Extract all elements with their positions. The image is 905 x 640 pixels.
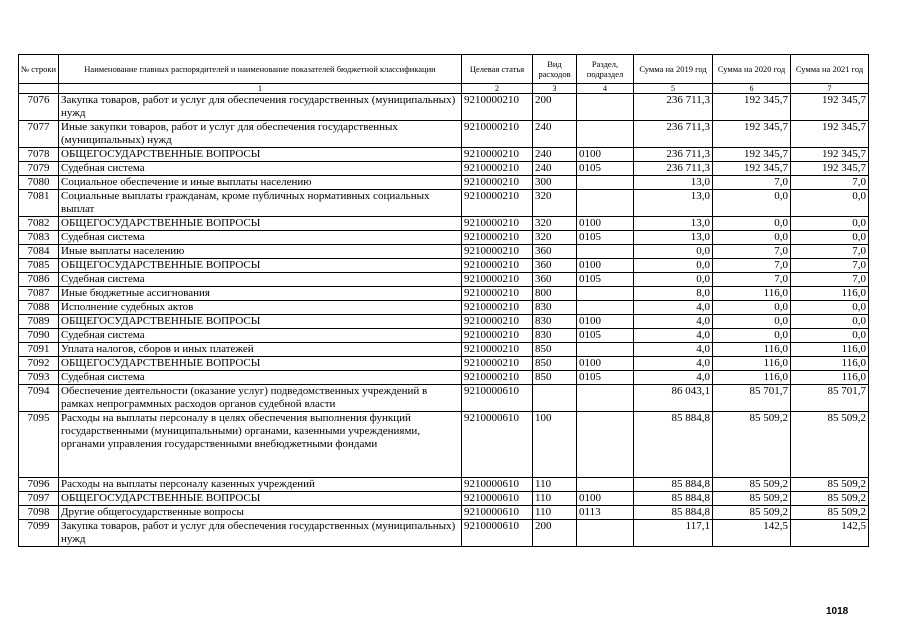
row-target-code: 9210000610 xyxy=(462,520,533,547)
table-row xyxy=(19,506,869,520)
row-expense-type: 240 xyxy=(533,162,577,176)
row-sum-2021: 116,0 xyxy=(791,371,869,385)
row-number: 7077 xyxy=(19,121,59,148)
row-number: 7087 xyxy=(19,287,59,301)
row-sum-2021: 116,0 xyxy=(791,357,869,371)
column-number: 6 xyxy=(713,84,791,94)
row-target-code: 9210000210 xyxy=(462,343,533,357)
row-sum-2021: 192 345,7 xyxy=(791,148,869,162)
row-sum-2021: 85 509,2 xyxy=(791,478,869,492)
row-name: Закупка товаров, работ и услуг для обеспечения государственных (муниципальных) нужд xyxy=(59,94,462,121)
row-sum-2019: 4,0 xyxy=(634,301,713,315)
row-expense-type: 360 xyxy=(533,273,577,287)
row-sum-2020: 116,0 xyxy=(713,357,791,371)
table-row xyxy=(19,412,869,478)
row-name: Расходы на выплаты персоналу в целях обеспечения выполнения функций государственными (муниципальными) органами, казенными учреждениями, органами управления государственными внебюджетными фондами xyxy=(59,412,462,478)
row-section xyxy=(577,176,634,190)
row-sum-2021: 85 509,2 xyxy=(791,412,869,478)
row-number: 7094 xyxy=(19,385,59,412)
table-row xyxy=(19,190,869,217)
row-section xyxy=(577,520,634,547)
row-target-code: 9210000610 xyxy=(462,478,533,492)
row-name: ОБЩЕГОСУДАРСТВЕННЫЕ ВОПРОСЫ xyxy=(59,259,462,273)
header-sum-2021: Сумма на 2021 год xyxy=(791,55,869,84)
row-sum-2020: 85 509,2 xyxy=(713,412,791,478)
table-row xyxy=(19,231,869,245)
row-sum-2020: 7,0 xyxy=(713,176,791,190)
row-sum-2019: 13,0 xyxy=(634,190,713,217)
row-number: 7098 xyxy=(19,506,59,520)
row-sum-2019: 4,0 xyxy=(634,315,713,329)
row-target-code: 9210000210 xyxy=(462,231,533,245)
row-number: 7083 xyxy=(19,231,59,245)
budget-table xyxy=(18,54,869,547)
row-name: Расходы на выплаты персоналу казенных учреждений xyxy=(59,478,462,492)
row-sum-2019: 8,0 xyxy=(634,287,713,301)
row-sum-2020: 116,0 xyxy=(713,343,791,357)
row-sum-2021: 85 509,2 xyxy=(791,492,869,506)
header-name: Наименование главных распорядителей и наименование показателей бюджетной классификации xyxy=(59,55,462,84)
row-expense-type: 200 xyxy=(533,94,577,121)
row-sum-2019: 85 884,8 xyxy=(634,478,713,492)
row-sum-2020: 116,0 xyxy=(713,287,791,301)
header-row-no: № строки xyxy=(19,55,59,84)
row-expense-type: 300 xyxy=(533,176,577,190)
row-target-code: 9210000610 xyxy=(462,492,533,506)
row-sum-2021: 0,0 xyxy=(791,315,869,329)
row-expense-type: 100 xyxy=(533,412,577,478)
row-sum-2021: 7,0 xyxy=(791,245,869,259)
table-row xyxy=(19,478,869,492)
row-expense-type: 360 xyxy=(533,259,577,273)
row-sum-2019: 85 884,8 xyxy=(634,412,713,478)
row-number: 7091 xyxy=(19,343,59,357)
row-sum-2020: 192 345,7 xyxy=(713,94,791,121)
table-row xyxy=(19,162,869,176)
row-section: 0105 xyxy=(577,162,634,176)
row-expense-type: 110 xyxy=(533,492,577,506)
row-sum-2021: 192 345,7 xyxy=(791,94,869,121)
row-sum-2021: 116,0 xyxy=(791,343,869,357)
row-sum-2020: 192 345,7 xyxy=(713,121,791,148)
row-expense-type: 320 xyxy=(533,231,577,245)
header-sum-2019: Сумма на 2019 год xyxy=(634,55,713,84)
row-number: 7086 xyxy=(19,273,59,287)
row-expense-type: 110 xyxy=(533,478,577,492)
row-sum-2021: 85 509,2 xyxy=(791,506,869,520)
table-row xyxy=(19,273,869,287)
table-row xyxy=(19,287,869,301)
row-sum-2019: 236 711,3 xyxy=(634,148,713,162)
row-target-code: 9210000610 xyxy=(462,385,533,412)
page-number: 1018 xyxy=(826,606,849,617)
row-number: 7081 xyxy=(19,190,59,217)
row-expense-type: 830 xyxy=(533,301,577,315)
row-sum-2019: 4,0 xyxy=(634,357,713,371)
table-row xyxy=(19,329,869,343)
row-name: Судебная система xyxy=(59,329,462,343)
row-name: Судебная система xyxy=(59,162,462,176)
row-sum-2020: 0,0 xyxy=(713,315,791,329)
row-target-code: 9210000610 xyxy=(462,412,533,478)
row-name: Исполнение судебных актов xyxy=(59,301,462,315)
row-target-code: 9210000210 xyxy=(462,315,533,329)
column-number: 4 xyxy=(577,84,634,94)
row-expense-type: 110 xyxy=(533,506,577,520)
row-expense-type: 850 xyxy=(533,371,577,385)
row-target-code: 9210000210 xyxy=(462,176,533,190)
row-section: 0105 xyxy=(577,231,634,245)
row-number: 7084 xyxy=(19,245,59,259)
table-row xyxy=(19,217,869,231)
row-number: 7095 xyxy=(19,412,59,478)
row-expense-type: 830 xyxy=(533,315,577,329)
table-header xyxy=(19,55,869,94)
row-number: 7088 xyxy=(19,301,59,315)
row-sum-2020: 192 345,7 xyxy=(713,162,791,176)
row-name: Уплата налогов, сборов и иных платежей xyxy=(59,343,462,357)
row-expense-type xyxy=(533,385,577,412)
row-sum-2020: 116,0 xyxy=(713,371,791,385)
table-row xyxy=(19,357,869,371)
row-expense-type: 850 xyxy=(533,343,577,357)
row-sum-2021: 0,0 xyxy=(791,329,869,343)
header-vid: Вид расходов xyxy=(533,55,577,84)
row-sum-2020: 85 509,2 xyxy=(713,478,791,492)
row-number: 7099 xyxy=(19,520,59,547)
row-sum-2021: 7,0 xyxy=(791,259,869,273)
row-section: 0100 xyxy=(577,357,634,371)
table-row xyxy=(19,492,869,506)
row-target-code: 9210000210 xyxy=(462,94,533,121)
row-sum-2021: 192 345,7 xyxy=(791,121,869,148)
row-section xyxy=(577,190,634,217)
row-section: 0100 xyxy=(577,148,634,162)
row-sum-2019: 85 884,8 xyxy=(634,506,713,520)
row-name: Судебная система xyxy=(59,231,462,245)
row-sum-2019: 236 711,3 xyxy=(634,121,713,148)
table-row xyxy=(19,259,869,273)
row-sum-2020: 192 345,7 xyxy=(713,148,791,162)
column-number-blank xyxy=(19,84,59,94)
row-number: 7079 xyxy=(19,162,59,176)
column-number: 5 xyxy=(634,84,713,94)
row-sum-2020: 7,0 xyxy=(713,245,791,259)
row-target-code: 9210000210 xyxy=(462,329,533,343)
row-sum-2019: 0,0 xyxy=(634,259,713,273)
row-section: 0105 xyxy=(577,273,634,287)
row-expense-type: 360 xyxy=(533,245,577,259)
row-target-code: 9210000210 xyxy=(462,190,533,217)
row-sum-2020: 7,0 xyxy=(713,259,791,273)
row-name: Социальное обеспечение и иные выплаты населению xyxy=(59,176,462,190)
row-target-code: 9210000210 xyxy=(462,217,533,231)
table-row xyxy=(19,121,869,148)
row-section: 0105 xyxy=(577,329,634,343)
row-target-code: 9210000210 xyxy=(462,287,533,301)
row-section xyxy=(577,478,634,492)
row-sum-2020: 0,0 xyxy=(713,217,791,231)
row-number: 7097 xyxy=(19,492,59,506)
row-expense-type: 240 xyxy=(533,148,577,162)
row-sum-2019: 236 711,3 xyxy=(634,94,713,121)
row-name: Иные выплаты населению xyxy=(59,245,462,259)
table-row xyxy=(19,245,869,259)
row-sum-2021: 7,0 xyxy=(791,176,869,190)
row-sum-2021: 0,0 xyxy=(791,301,869,315)
row-expense-type: 200 xyxy=(533,520,577,547)
row-sum-2019: 4,0 xyxy=(634,343,713,357)
row-sum-2020: 7,0 xyxy=(713,273,791,287)
row-section: 0113 xyxy=(577,506,634,520)
row-sum-2019: 4,0 xyxy=(634,371,713,385)
row-name: Обеспечение деятельности (оказание услуг) подведомственных учреждений в рамках непрограммных расходов органов судебной власти xyxy=(59,385,462,412)
row-name: Социальные выплаты гражданам, кроме публичных нормативных социальных выплат xyxy=(59,190,462,217)
row-sum-2019: 0,0 xyxy=(634,245,713,259)
column-number: 3 xyxy=(533,84,577,94)
row-sum-2019: 86 043,1 xyxy=(634,385,713,412)
row-target-code: 9210000210 xyxy=(462,245,533,259)
row-expense-type: 830 xyxy=(533,329,577,343)
row-name: Другие общегосударственные вопросы xyxy=(59,506,462,520)
row-number: 7085 xyxy=(19,259,59,273)
table-row xyxy=(19,315,869,329)
row-section xyxy=(577,94,634,121)
row-section xyxy=(577,301,634,315)
row-sum-2019: 236 711,3 xyxy=(634,162,713,176)
row-sum-2021: 0,0 xyxy=(791,217,869,231)
row-expense-type: 800 xyxy=(533,287,577,301)
row-name: Судебная система xyxy=(59,273,462,287)
row-sum-2019: 13,0 xyxy=(634,217,713,231)
row-sum-2019: 13,0 xyxy=(634,231,713,245)
table-row xyxy=(19,148,869,162)
row-sum-2020: 85 701,7 xyxy=(713,385,791,412)
row-sum-2021: 192 345,7 xyxy=(791,162,869,176)
row-target-code: 9210000210 xyxy=(462,357,533,371)
row-sum-2021: 85 701,7 xyxy=(791,385,869,412)
row-sum-2021: 0,0 xyxy=(791,231,869,245)
row-number: 7093 xyxy=(19,371,59,385)
table-row xyxy=(19,176,869,190)
row-target-code: 9210000210 xyxy=(462,301,533,315)
row-sum-2020: 142,5 xyxy=(713,520,791,547)
row-number: 7076 xyxy=(19,94,59,121)
row-name: Судебная система xyxy=(59,371,462,385)
row-sum-2019: 4,0 xyxy=(634,329,713,343)
row-section xyxy=(577,287,634,301)
column-number: 7 xyxy=(791,84,869,94)
table-row xyxy=(19,371,869,385)
row-section xyxy=(577,121,634,148)
row-number: 7082 xyxy=(19,217,59,231)
table-body xyxy=(19,94,869,547)
row-name: ОБЩЕГОСУДАРСТВЕННЫЕ ВОПРОСЫ xyxy=(59,315,462,329)
row-target-code: 9210000210 xyxy=(462,148,533,162)
row-expense-type: 320 xyxy=(533,217,577,231)
row-name: ОБЩЕГОСУДАРСТВЕННЫЕ ВОПРОСЫ xyxy=(59,217,462,231)
row-section xyxy=(577,385,634,412)
header-sum-2020: Сумма на 2020 год xyxy=(713,55,791,84)
row-name: ОБЩЕГОСУДАРСТВЕННЫЕ ВОПРОСЫ xyxy=(59,492,462,506)
row-section: 0100 xyxy=(577,217,634,231)
row-number: 7080 xyxy=(19,176,59,190)
row-number: 7090 xyxy=(19,329,59,343)
row-section: 0100 xyxy=(577,315,634,329)
row-name: ОБЩЕГОСУДАРСТВЕННЫЕ ВОПРОСЫ xyxy=(59,357,462,371)
row-sum-2021: 116,0 xyxy=(791,287,869,301)
row-sum-2020: 85 509,2 xyxy=(713,506,791,520)
row-section xyxy=(577,245,634,259)
row-expense-type: 850 xyxy=(533,357,577,371)
row-target-code: 9210000210 xyxy=(462,162,533,176)
row-target-code: 9210000210 xyxy=(462,121,533,148)
row-number: 7078 xyxy=(19,148,59,162)
column-number: 1 xyxy=(59,84,462,94)
row-sum-2020: 85 509,2 xyxy=(713,492,791,506)
row-section: 0100 xyxy=(577,259,634,273)
column-number-row xyxy=(19,84,869,94)
row-sum-2021: 0,0 xyxy=(791,190,869,217)
row-number: 7092 xyxy=(19,357,59,371)
header-razdel: Раздел, подраздел xyxy=(577,55,634,84)
row-sum-2020: 0,0 xyxy=(713,301,791,315)
column-number: 2 xyxy=(462,84,533,94)
row-sum-2021: 7,0 xyxy=(791,273,869,287)
row-sum-2019: 0,0 xyxy=(634,273,713,287)
row-sum-2020: 0,0 xyxy=(713,231,791,245)
row-target-code: 9210000210 xyxy=(462,371,533,385)
row-section: 0100 xyxy=(577,492,634,506)
table-row xyxy=(19,301,869,315)
row-number: 7096 xyxy=(19,478,59,492)
row-expense-type: 320 xyxy=(533,190,577,217)
row-section xyxy=(577,412,634,478)
row-sum-2021: 142,5 xyxy=(791,520,869,547)
row-sum-2019: 85 884,8 xyxy=(634,492,713,506)
row-target-code: 9210000610 xyxy=(462,506,533,520)
row-target-code: 9210000210 xyxy=(462,259,533,273)
row-section: 0105 xyxy=(577,371,634,385)
row-section xyxy=(577,343,634,357)
row-expense-type: 240 xyxy=(533,121,577,148)
row-name: ОБЩЕГОСУДАРСТВЕННЫЕ ВОПРОСЫ xyxy=(59,148,462,162)
table-row xyxy=(19,94,869,121)
table-row xyxy=(19,343,869,357)
table-row xyxy=(19,520,869,547)
header-target: Целевая статья xyxy=(462,55,533,84)
row-sum-2020: 0,0 xyxy=(713,329,791,343)
row-number: 7089 xyxy=(19,315,59,329)
row-target-code: 9210000210 xyxy=(462,273,533,287)
row-sum-2020: 0,0 xyxy=(713,190,791,217)
row-name: Иные бюджетные ассигнования xyxy=(59,287,462,301)
table-row xyxy=(19,385,869,412)
row-name: Закупка товаров, работ и услуг для обеспечения государственных (муниципальных) нужд xyxy=(59,520,462,547)
row-sum-2019: 117,1 xyxy=(634,520,713,547)
row-sum-2019: 13,0 xyxy=(634,176,713,190)
row-name: Иные закупки товаров, работ и услуг для обеспечения государственных (муниципальных) нужд xyxy=(59,121,462,148)
